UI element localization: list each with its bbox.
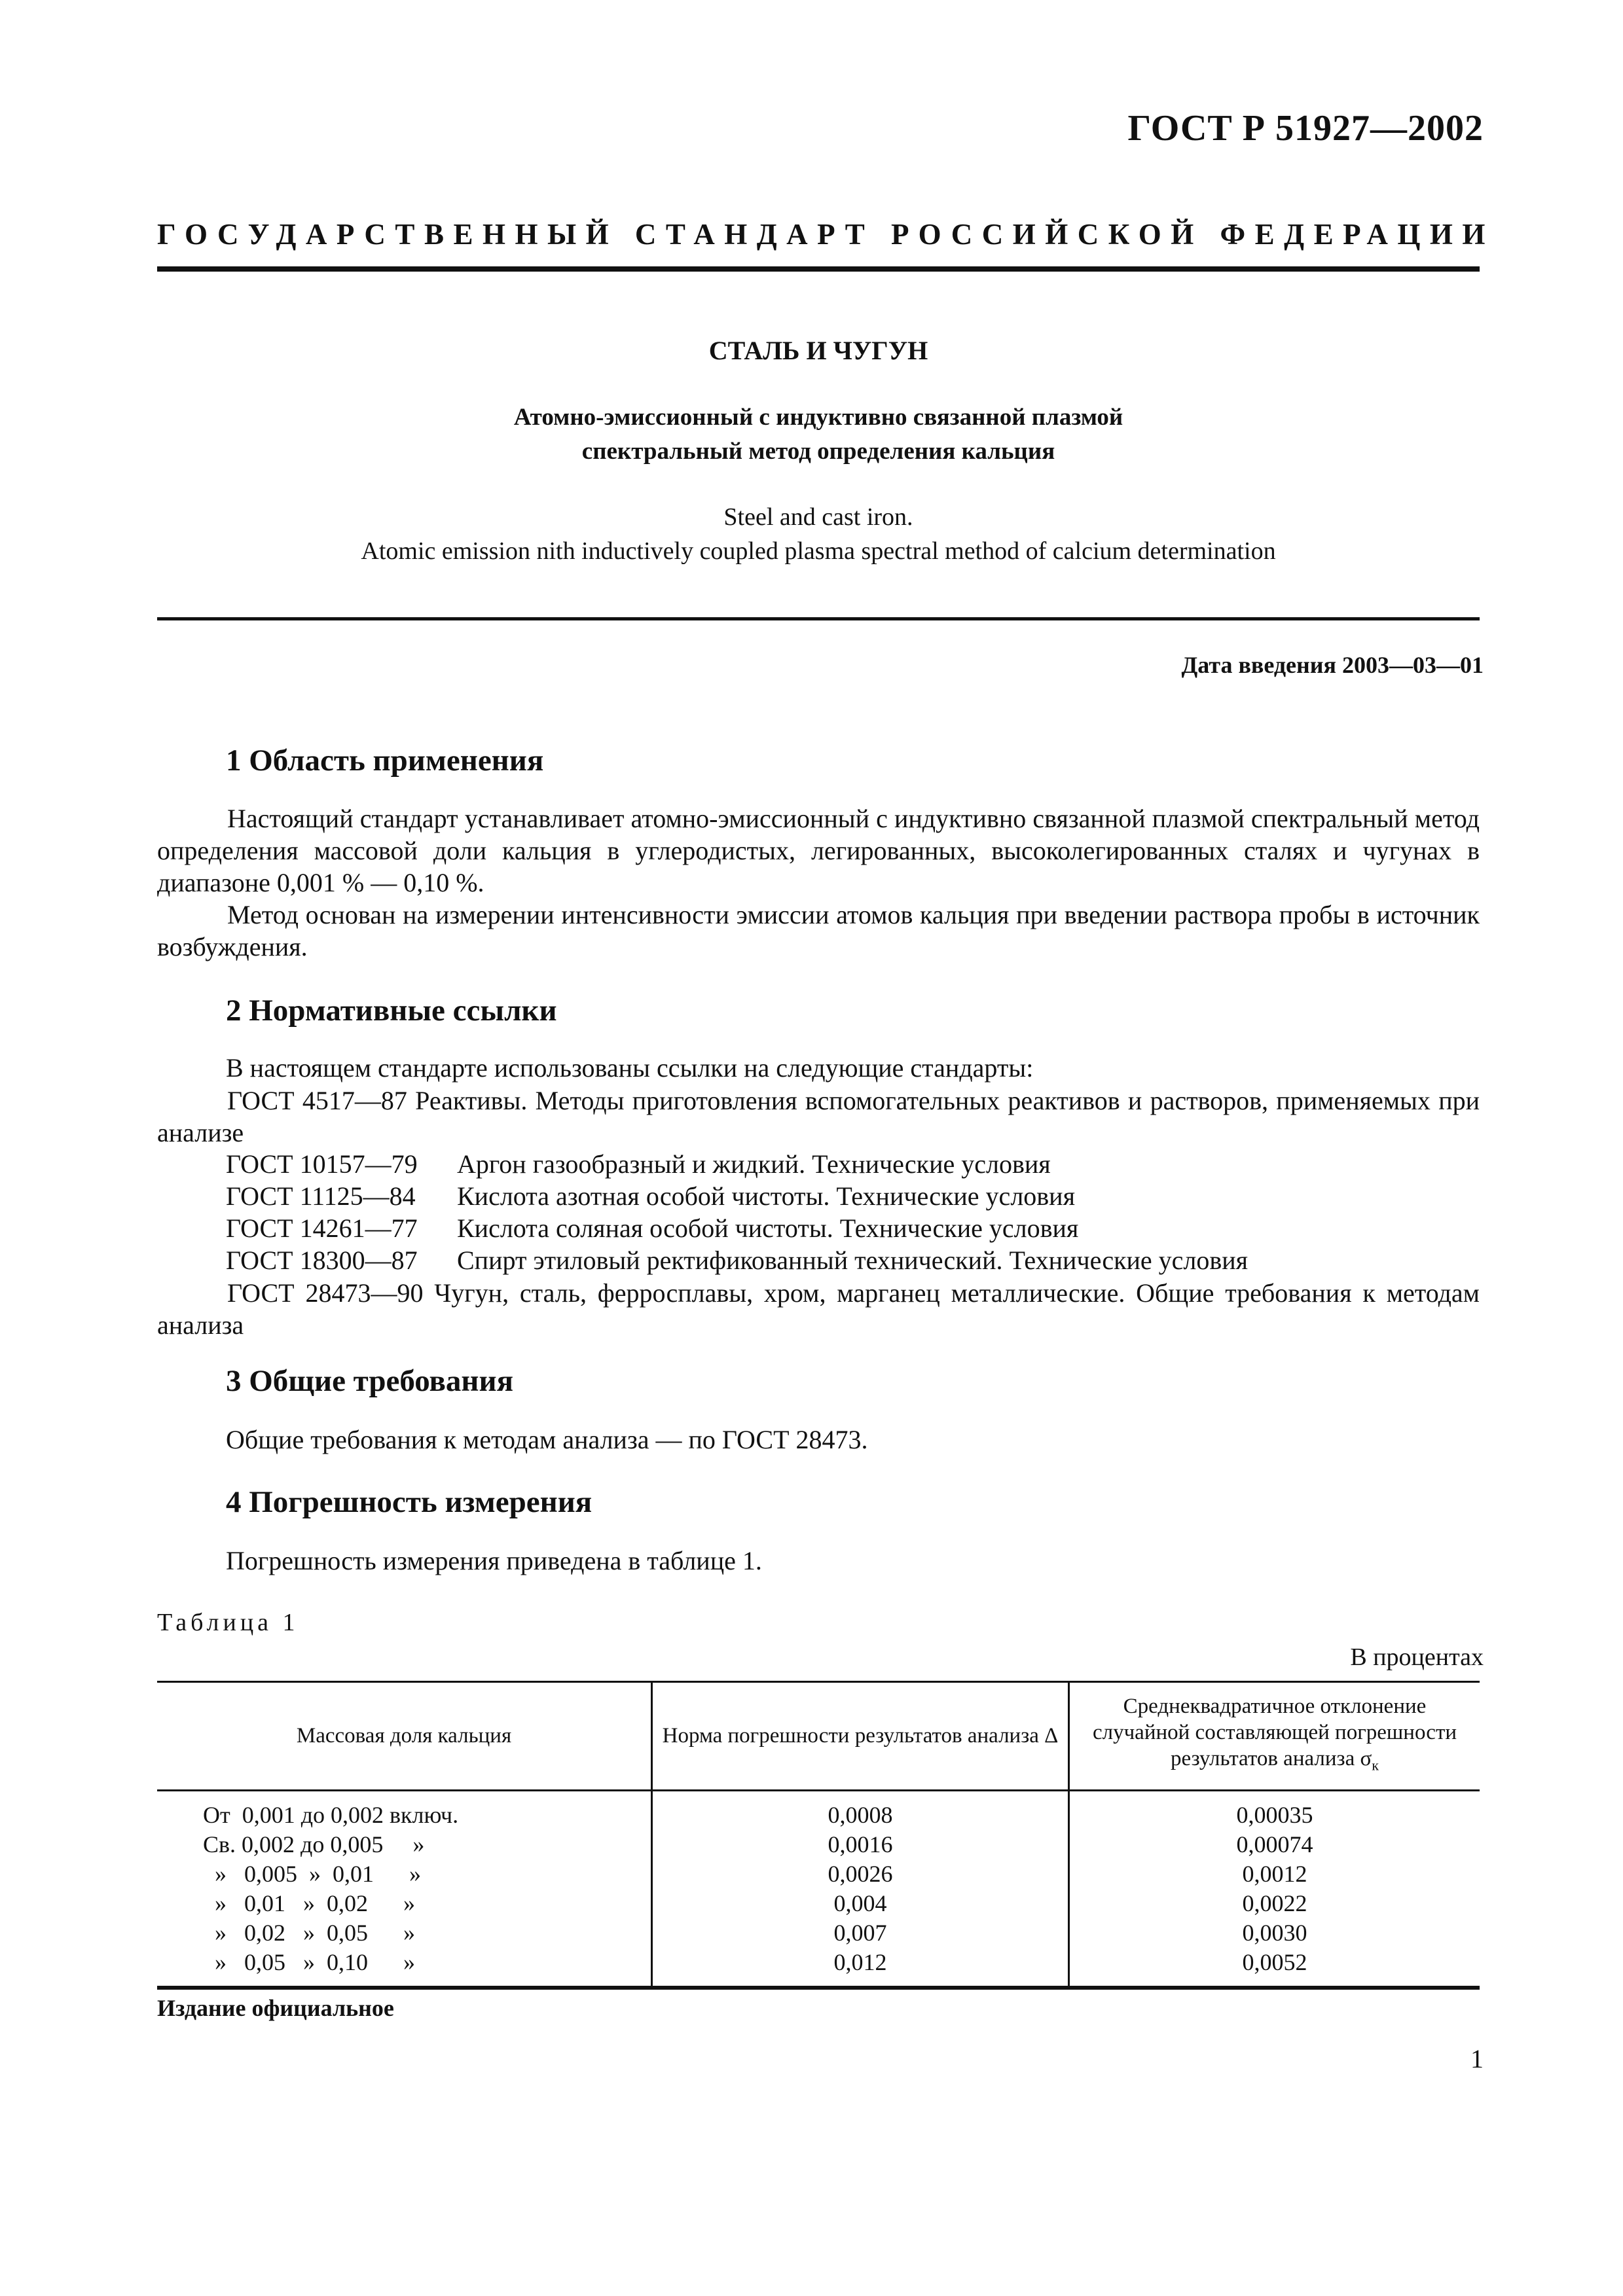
subtitle-line-1: Атомно-эмиссионный с индуктивно связанной плазмой: [513, 404, 1123, 431]
cell-sigma: 0,0052: [1069, 1948, 1480, 1986]
cell-sigma: 0,0022: [1069, 1889, 1480, 1918]
reference-code: ГОСТ 10157—79: [226, 1149, 418, 1179]
section-2-heading: 2 Нормативные ссылки: [226, 994, 557, 1028]
table-caption: Таблица 1: [157, 1609, 299, 1636]
reference-code: ГОСТ 14261—77: [226, 1213, 418, 1243]
section-4-heading: 4 Погрешность измерения: [226, 1485, 593, 1519]
reference-gost-4517: [157, 1085, 1480, 1149]
footer-rule: [157, 1986, 1480, 1990]
state-standard-heading: ГОСУДАРСТВЕННЫЙ СТАНДАРТ РОССИЙСКОЙ ФЕДЕРАЦИИ: [157, 218, 1495, 251]
cell-range: » 0,01 » 0,02 »: [203, 1890, 415, 1916]
header-mass-fraction: Массовая доля кальция: [157, 1682, 652, 1791]
english-title-line-1: Steel and cast iron.: [723, 503, 913, 531]
header-rule: [157, 266, 1480, 272]
section-1-paragraph-1: Настоящий стандарт устанавливает атомно-эмиссионный с индуктивно связанной плазмой спектральный метод определения массовой доли кальция в углеродистых, легированных, высоколегированных сталях и чугунах в диапазоне 0,001 % — 0,10 %.: [157, 804, 1480, 897]
gost-code: ГОСТ Р 51927—2002: [1127, 108, 1484, 149]
table-row: [157, 1790, 1480, 1830]
cell-norm: 0,0016: [652, 1830, 1069, 1859]
reference-gost-10157: [226, 1149, 1051, 1179]
cell-sigma: 0,00074: [1069, 1830, 1480, 1859]
reference-text: Кислота азотная особой чистоты. Технические условия: [457, 1181, 1075, 1211]
reference-text: Спирт этиловый ректификованный технический. Технические условия: [457, 1246, 1249, 1275]
intro-date: Дата введения 2003—03—01: [1181, 652, 1484, 678]
table-row: [157, 1918, 1480, 1948]
table-row: [157, 1889, 1480, 1918]
reference-text: Кислота соляная особой чистоты. Технические условия: [457, 1213, 1079, 1243]
cell-norm: 0,007: [652, 1918, 1069, 1948]
edition-label: Издание официальное: [157, 1995, 394, 2021]
subtitle-line-2: спектральный метод определения кальция: [581, 438, 1055, 465]
header-error-norm: Норма погрешности результатов анализа Δ: [652, 1682, 1069, 1791]
reference-text: Аргон газообразный и жидкий. Технические условия: [457, 1149, 1051, 1179]
cell-sigma: 0,0012: [1069, 1859, 1480, 1889]
section-4-text: Погрешность измерения приведена в таблице 1.: [226, 1546, 762, 1575]
cell-range: » 0,02 » 0,05 »: [203, 1919, 415, 1946]
measurement-error-table: [157, 1681, 1480, 1986]
reference-code: ГОСТ 18300—87: [226, 1246, 418, 1275]
table-row: [157, 1830, 1480, 1859]
reference-code: ГОСТ 11125—84: [226, 1181, 416, 1211]
section-1-heading: 1 Область применения: [226, 744, 544, 778]
table-row: [157, 1859, 1480, 1889]
section-1-body: [157, 802, 1480, 963]
reference-gost-28473-text: ГОСТ 28473—90 Чугун, сталь, ферросплавы, хром, марганец металлические. Общие требования к методам анализа: [157, 1278, 1480, 1340]
section-3-heading: 3 Общие требования: [226, 1364, 514, 1398]
english-title-line-2: Atomic emission nith inductively coupled plasma spectral method of calcium determination: [361, 537, 1276, 565]
header-std-deviation-text: Среднеквадратичное отклонение случайной составляющей погрешности результатов анализа σ: [1092, 1695, 1457, 1770]
reference-gost-28473: [157, 1277, 1480, 1341]
table-units: В процентах: [1350, 1643, 1484, 1671]
document-subtitle: [157, 401, 1480, 469]
sigma-subscript: к: [1372, 1757, 1379, 1774]
document-title: СТАЛЬ И ЧУГУН: [708, 336, 928, 365]
cell-sigma: 0,0030: [1069, 1918, 1480, 1948]
cell-range: » 0,05 » 0,10 »: [203, 1948, 415, 1975]
section-1-paragraph-2: Метод основан на измерении интенсивности эмиссии атомов кальция при введении раствора пробы в источник возбуждения.: [157, 900, 1480, 961]
reference-gost-4517-text: ГОСТ 4517—87 Реактивы. Методы приготовления вспомогательных реактивов и растворов, применяемых при анализе: [157, 1086, 1480, 1147]
cell-norm: 0,004: [652, 1889, 1069, 1918]
reference-gost-11125: [226, 1181, 1075, 1211]
cell-range: Св. 0,002 до 0,005 »: [203, 1831, 425, 1857]
cell-norm: 0,0026: [652, 1859, 1069, 1889]
english-title: [157, 500, 1480, 568]
table-header-row: [157, 1682, 1480, 1791]
cell-sigma: 0,00035: [1069, 1790, 1480, 1830]
reference-gost-18300: [226, 1245, 1248, 1276]
page-number: 1: [1470, 2044, 1484, 2073]
header-std-deviation: [1069, 1682, 1480, 1791]
cell-range: От 0,001 до 0,002 включ.: [203, 1801, 459, 1828]
reference-gost-14261: [226, 1213, 1078, 1244]
table-row: [157, 1948, 1480, 1986]
cell-norm: 0,0008: [652, 1790, 1069, 1830]
cell-range: » 0,005 » 0,01 »: [203, 1860, 421, 1887]
references-intro: В настоящем стандарте использованы ссылки на следующие стандарты:: [226, 1053, 1034, 1083]
cell-norm: 0,012: [652, 1948, 1069, 1986]
section-3-text: Общие требования к методам анализа — по ГОСТ 28473.: [226, 1425, 868, 1454]
title-rule: [157, 617, 1480, 620]
